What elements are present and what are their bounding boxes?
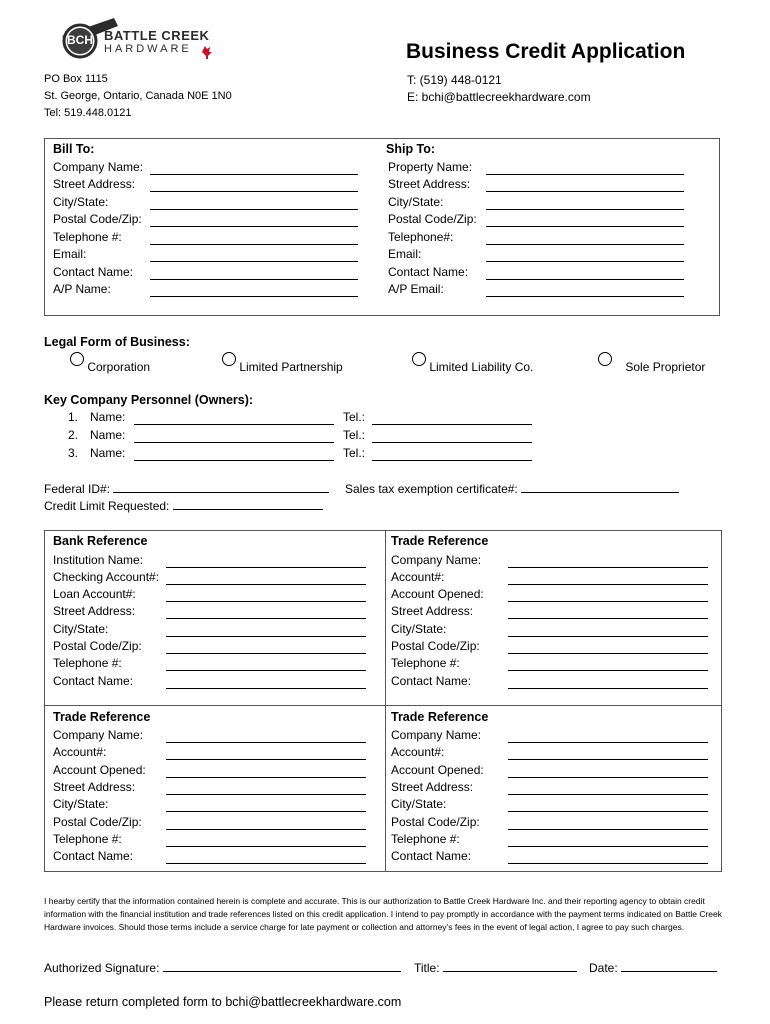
trade-ref-3-field-5-row: [391, 815, 480, 829]
credit-limit-field[interactable]: [173, 498, 323, 510]
trade-ref-3-field-2-label: Account Opened:: [391, 763, 484, 777]
trade-ref-2-field-0-label: Company Name:: [53, 728, 144, 742]
ship-to-field-6-field[interactable]: [486, 268, 684, 280]
title-label: Title:: [414, 961, 440, 975]
trade-ref-3-field-4-field[interactable]: [508, 800, 708, 812]
federal-id-row: [44, 481, 329, 496]
option-label: Sole Proprietor: [625, 360, 706, 374]
trade-ref-2-field-2-field[interactable]: [166, 766, 366, 778]
ship-to-field-2-row: [388, 195, 443, 209]
bank-ref-field-3-label: Street Address:: [53, 604, 136, 618]
personnel-tel-1-label: Tel.:: [343, 428, 366, 442]
bank-ref-field-1-field[interactable]: [166, 573, 366, 585]
ship-to-field-3-row: [388, 212, 477, 226]
bill-to-field-5-field[interactable]: [150, 250, 358, 262]
address-line-2: St. George, Ontario, Canada N0E 1N0: [44, 90, 232, 102]
bank-ref-field-5-field[interactable]: [166, 642, 366, 654]
trade-ref-3-field-7-label: Contact Name:: [391, 849, 472, 863]
ship-to-field-5-row: [388, 247, 421, 261]
bank-ref-field-6-field[interactable]: [166, 659, 366, 671]
bank-ref-field-1-row: [53, 570, 159, 584]
ship-to-field-5-field[interactable]: [486, 250, 684, 262]
bank-ref-field-3-row: [53, 604, 135, 618]
signature-label: Authorized Signature:: [44, 961, 160, 975]
trade-ref-2-field-2-label: Account Opened:: [53, 763, 146, 777]
credit-limit-row: [44, 498, 323, 513]
trade-ref-1-title: Trade Reference: [391, 534, 489, 548]
personnel-tel-1-row: [343, 428, 365, 442]
trade-ref-2-field-4-field[interactable]: [166, 800, 366, 812]
bill-to-field-3-label: Postal Code/Zip:: [53, 212, 142, 226]
trade-ref-1-field-4-field[interactable]: [508, 625, 708, 637]
bank-ref-field-4-row: [53, 622, 108, 636]
ship-to-field-4-row: [388, 230, 453, 244]
trade-ref-2-field-4-row: [53, 797, 108, 811]
bank-ref-field-0-label: Institution Name:: [53, 553, 144, 567]
option-llc[interactable]: [412, 352, 534, 374]
bill-to-field-0-row: [53, 160, 143, 174]
bill-to-field-2-row: [53, 195, 108, 209]
personnel-tel-2-row: [343, 446, 365, 460]
bank-ref-field-2-row: [53, 587, 136, 601]
bill-to-field-3-row: [53, 212, 142, 226]
bank-ref-field-4-label: City/State:: [53, 622, 109, 636]
personnel-tel-1-field[interactable]: [372, 431, 532, 443]
trade-ref-3-field-6-row: [391, 832, 460, 846]
address-line-1: PO Box 1115: [44, 73, 108, 85]
title-row: [414, 960, 577, 975]
trade-ref-1-field-2-field[interactable]: [508, 590, 708, 602]
trade-ref-1-field-3-field[interactable]: [508, 607, 708, 619]
bill-to-field-5-label: Email:: [53, 247, 87, 261]
trade-ref-3-field-3-row: [391, 780, 473, 794]
sales-tax-row: [345, 481, 679, 496]
bank-ref-field-7-field[interactable]: [166, 677, 366, 689]
ship-to-field-3-label: Postal Code/Zip:: [388, 212, 477, 226]
personnel-tel-2-label: Tel.:: [343, 446, 366, 460]
trade-ref-1-field-3-row: [391, 604, 473, 618]
trade-ref-3-field-4-label: City/State:: [391, 797, 447, 811]
trade-ref-1-field-6-label: Telephone #:: [391, 656, 460, 670]
sales-tax-label: Sales tax exemption certificate#:: [345, 482, 518, 496]
trade-ref-1-field-1-field[interactable]: [508, 573, 708, 585]
trade-ref-2-field-5-row: [53, 815, 142, 829]
trade-ref-2-field-3-field[interactable]: [166, 783, 366, 795]
trade-ref-2-field-4-label: City/State:: [53, 797, 109, 811]
trade-ref-1-field-5-row: [391, 639, 480, 653]
ship-to-field-1-field[interactable]: [486, 180, 684, 192]
personnel-title: Key Company Personnel (Owners):: [44, 393, 254, 407]
trade-ref-3-field-0-label: Company Name:: [391, 728, 482, 742]
personnel-number: 3.: [68, 446, 79, 460]
trade-ref-2-field-3-label: Street Address:: [53, 780, 136, 794]
logo-badge: BCH: [67, 33, 93, 47]
return-instructions: Please return completed form to bchi@battlecreekhardware.com: [44, 995, 402, 1009]
radio-icon[interactable]: [598, 352, 612, 366]
trade-ref-2-field-0-row: [53, 728, 143, 742]
trade-ref-1-field-0-label: Company Name:: [391, 553, 482, 567]
bill-to-field-7-field[interactable]: [150, 285, 358, 297]
option-corporation[interactable]: [70, 352, 151, 374]
trade-ref-3-field-4-row: [391, 797, 446, 811]
personnel-name-0-label: Name:: [90, 410, 126, 424]
personnel-name-0-row: [90, 410, 125, 424]
trade-ref-3-field-1-label: Account#:: [391, 745, 445, 759]
bank-ref-field-1-label: Checking Account#:: [53, 570, 160, 584]
trade-ref-3-field-0-row: [391, 728, 481, 742]
trade-ref-1-field-3-label: Street Address:: [391, 604, 474, 618]
maple-leaf-icon: [202, 46, 212, 59]
trade-ref-2-field-1-label: Account#:: [53, 745, 107, 759]
bill-to-field-0-field[interactable]: [150, 163, 358, 175]
bill-to-field-6-row: [53, 265, 133, 279]
trade-ref-1-field-0-field[interactable]: [508, 556, 708, 568]
bill-to-field-1-label: Street Address:: [53, 177, 136, 191]
ship-to-field-5-label: Email:: [388, 247, 422, 261]
trade-ref-3-field-7-row: [391, 849, 471, 863]
date-label: Date:: [589, 961, 618, 975]
bill-to-field-6-field[interactable]: [150, 268, 358, 280]
trade-ref-3-field-3-label: Street Address:: [391, 780, 474, 794]
trade-ref-2-field-5-field[interactable]: [166, 818, 366, 830]
trade-ref-1-field-2-label: Account Opened:: [391, 587, 484, 601]
bill-to-field-0-label: Company Name:: [53, 160, 144, 174]
ship-to-field-2-label: City/State:: [388, 195, 444, 209]
bill-to-field-1-row: [53, 177, 135, 191]
radio-icon[interactable]: [222, 352, 236, 366]
personnel-number: 1.: [68, 410, 79, 424]
option-sole-proprietor[interactable]: [598, 352, 706, 374]
ship-to-title: Ship To:: [386, 142, 436, 156]
personnel-name-1-label: Name:: [90, 428, 126, 442]
ship-to-field-0-field[interactable]: [486, 163, 684, 175]
personnel-name-1-field[interactable]: [134, 431, 334, 443]
personnel-name-1-row: [90, 428, 125, 442]
bill-to-field-7-label: A/P Name:: [53, 282, 111, 296]
references-divider-vertical: [385, 530, 386, 872]
trade-ref-2-field-0-field[interactable]: [166, 731, 366, 743]
bank-ref-field-2-label: Loan Account#:: [53, 587, 136, 601]
bill-to-field-5-row: [53, 247, 86, 261]
option-limited-partnership[interactable]: [222, 352, 343, 374]
date-row: [589, 960, 717, 975]
bank-ref-field-6-label: Telephone #:: [53, 656, 122, 670]
ship-to-field-7-label: A/P Email:: [388, 282, 444, 296]
date-field[interactable]: [621, 960, 717, 972]
option-label: Limited Liability Co.: [429, 360, 534, 374]
bank-ref-field-0-row: [53, 553, 143, 567]
title-field[interactable]: [443, 960, 577, 972]
federal-id-label: Federal ID#:: [44, 482, 111, 496]
ship-to-field-6-label: Contact Name:: [388, 265, 469, 279]
trade-ref-3-title: Trade Reference: [391, 710, 489, 724]
personnel-name-2-label: Name:: [90, 446, 126, 460]
federal-id-field[interactable]: [113, 481, 329, 493]
signature-field[interactable]: [163, 960, 401, 972]
trade-ref-3-field-7-field[interactable]: [508, 852, 708, 864]
option-label: Limited Partnership: [239, 360, 343, 374]
trade-ref-2-field-6-field[interactable]: [166, 835, 366, 847]
certification-text: I hearby certify that the information contained herein is complete and accurate. This is our authorization to Battle Creek Hardware Inc. and their reporting agency to obtain credit information with the financial institution and trade references listed on this credit application. I intend to pay promptly in accordance with the payment terms indicated on Battle Creek Hardware invoices. Should those terms include a service charge for late payment or collection and attorney’s fees in the event of legal action, I agree to pay such charges.: [44, 896, 723, 932]
ship-to-field-6-row: [388, 265, 468, 279]
logo-subtitle: HARDWARE: [104, 43, 192, 55]
logo-name: BATTLE CREEK: [104, 28, 210, 43]
trade-ref-3-field-5-field[interactable]: [508, 818, 708, 830]
trade-ref-1-field-7-field[interactable]: [508, 677, 708, 689]
trade-ref-1-field-5-field[interactable]: [508, 642, 708, 654]
bank-ref-field-5-label: Postal Code/Zip:: [53, 639, 142, 653]
ship-to-field-0-row: [388, 160, 472, 174]
bill-to-field-1-field[interactable]: [150, 180, 358, 192]
trade-ref-1-field-2-row: [391, 587, 484, 601]
legal-form-title: Legal Form of Business:: [44, 335, 190, 349]
address-line-3: Tel: 519.448.0121: [44, 107, 132, 119]
ship-to-field-4-label: Telephone#:: [388, 230, 454, 244]
signature-row: [44, 960, 401, 975]
trade-ref-1-field-0-row: [391, 553, 481, 567]
personnel-name-2-row: [90, 446, 125, 460]
bank-ref-title: Bank Reference: [53, 534, 148, 548]
bank-ref-field-6-row: [53, 656, 122, 670]
trade-ref-2-field-7-row: [53, 849, 133, 863]
personnel-name-2-field[interactable]: [134, 449, 334, 461]
trade-ref-2-field-3-row: [53, 780, 135, 794]
bank-ref-field-5-row: [53, 639, 142, 653]
bill-to-field-3-field[interactable]: [150, 215, 358, 227]
trade-ref-1-field-7-row: [391, 674, 471, 688]
trade-ref-2-title: Trade Reference: [53, 710, 151, 724]
ship-to-field-7-row: [388, 282, 444, 296]
personnel-name-0-field[interactable]: [134, 413, 334, 425]
trade-ref-2-field-7-field[interactable]: [166, 852, 366, 864]
page-title: Business Credit Application: [406, 40, 686, 63]
trade-ref-1-field-4-row: [391, 622, 446, 636]
trade-ref-3-field-2-row: [391, 763, 484, 777]
radio-icon[interactable]: [70, 352, 84, 366]
bill-to-field-7-row: [53, 282, 111, 296]
trade-ref-2-field-6-label: Telephone #:: [53, 832, 122, 846]
personnel-tel-0-row: [343, 410, 365, 424]
bank-ref-field-4-field[interactable]: [166, 625, 366, 637]
trade-ref-3-field-3-field[interactable]: [508, 783, 708, 795]
ship-to-field-0-label: Property Name:: [388, 160, 473, 174]
bill-to-title: Bill To:: [53, 142, 95, 156]
bank-ref-field-3-field[interactable]: [166, 607, 366, 619]
option-label: Corporation: [87, 360, 151, 374]
bill-to-field-4-row: [53, 230, 122, 244]
trade-ref-1-field-4-label: City/State:: [391, 622, 447, 636]
trade-ref-3-field-6-field[interactable]: [508, 835, 708, 847]
credit-limit-label: Credit Limit Requested:: [44, 499, 170, 513]
personnel-tel-2-field[interactable]: [372, 449, 532, 461]
sales-tax-field[interactable]: [521, 481, 679, 493]
bill-to-field-4-field[interactable]: [150, 233, 358, 245]
trade-ref-1-field-7-label: Contact Name:: [391, 674, 472, 688]
trade-ref-1-field-6-row: [391, 656, 460, 670]
personnel-number: 2.: [68, 428, 79, 442]
trade-ref-3-field-1-field[interactable]: [508, 748, 708, 760]
trade-ref-2-field-6-row: [53, 832, 122, 846]
trade-ref-2-field-7-label: Contact Name:: [53, 849, 134, 863]
trade-ref-2-field-1-field[interactable]: [166, 748, 366, 760]
trade-ref-3-field-6-label: Telephone #:: [391, 832, 460, 846]
bank-ref-field-7-row: [53, 674, 133, 688]
trade-ref-1-field-1-row: [391, 570, 444, 584]
trade-ref-3-field-1-row: [391, 745, 444, 759]
bank-ref-field-0-field[interactable]: [166, 556, 366, 568]
bank-ref-field-7-label: Contact Name:: [53, 674, 134, 688]
trade-ref-2-field-1-row: [53, 745, 106, 759]
bill-to-field-2-field[interactable]: [150, 198, 358, 210]
ship-to-field-3-field[interactable]: [486, 215, 684, 227]
bill-to-field-2-label: City/State:: [53, 195, 109, 209]
trade-ref-2-field-5-label: Postal Code/Zip:: [53, 815, 142, 829]
bill-to-field-4-label: Telephone #:: [53, 230, 122, 244]
trade-ref-3-field-5-label: Postal Code/Zip:: [391, 815, 480, 829]
ship-to-field-1-label: Street Address:: [388, 177, 471, 191]
trade-ref-2-field-2-row: [53, 763, 146, 777]
trade-ref-1-field-1-label: Account#:: [391, 570, 445, 584]
trade-ref-1-field-6-field[interactable]: [508, 659, 708, 671]
trade-ref-3-field-0-field[interactable]: [508, 731, 708, 743]
radio-icon[interactable]: [412, 352, 426, 366]
personnel-tel-0-field[interactable]: [372, 413, 532, 425]
bank-ref-field-2-field[interactable]: [166, 590, 366, 602]
trade-ref-1-field-5-label: Postal Code/Zip:: [391, 639, 480, 653]
trade-ref-3-field-2-field[interactable]: [508, 766, 708, 778]
references-divider-horizontal: [44, 705, 722, 706]
ship-to-field-7-field[interactable]: [486, 285, 684, 297]
ship-to-field-4-field[interactable]: [486, 233, 684, 245]
ship-to-field-2-field[interactable]: [486, 198, 684, 210]
contact-email: E: bchi@battlecreekhardware.com: [407, 90, 591, 104]
personnel-tel-0-label: Tel.:: [343, 410, 366, 424]
company-logo: [52, 14, 212, 62]
bill-to-field-6-label: Contact Name:: [53, 265, 134, 279]
contact-phone: T: (519) 448-0121: [407, 73, 502, 87]
ship-to-field-1-row: [388, 177, 470, 191]
